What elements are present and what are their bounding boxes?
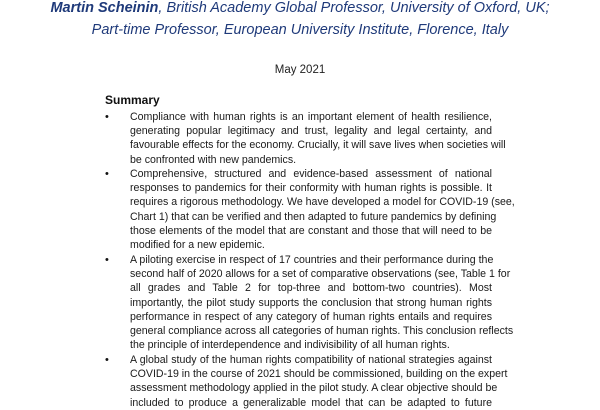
author-affiliation-line-2: Part-time Professor, European University Institute, Florence, Italy [91, 22, 509, 38]
text-line: COVID-19 in the course of 2021 should be commissioned, building on the expert [130, 368, 508, 381]
text-line: performance in respect of any category of human rights entails and requires [130, 310, 492, 323]
text-line: A global study of the human rights compatibility of national strategies against [130, 354, 492, 366]
summary-item-2 [130, 167, 515, 252]
summary-item-3 [130, 253, 514, 352]
text-line: responses to pandemics for their conformity with human rights is possible. It [130, 182, 492, 195]
text-line: be confronted with new pandemics. [130, 153, 297, 166]
text-line: A piloting exercise in respect of 17 countries and their performance during the [130, 254, 494, 266]
text-line: Comprehensive, structured and evidence-based assessment of national [130, 168, 492, 180]
bullet-marker: • [105, 111, 109, 123]
text-line: generating popular legitimacy and trust, legality and legal certainty, and [130, 125, 492, 138]
text-line: Chart 1) that can be verified and then adapted to future pandemics by defining [130, 210, 497, 223]
text-line: second half of 2020 allows for a set of comparative observations (see, Table 1 for [130, 268, 511, 281]
author-affiliation-line-1 [0, 0, 600, 16]
text-line: importantly, the pilot study supports the conclusion that strong human rights [130, 296, 492, 309]
author-affiliation-primary: , British Academy Global Professor, University of Oxford, UK; [158, 0, 550, 16]
bullet-marker: • [105, 254, 109, 266]
text-line: modified for a new epidemic. [130, 239, 265, 252]
text-line: those elements of the model that are constant and those that will need to be [130, 224, 492, 237]
text-line: favourable effects for the economy. Crucially, it will save lives when societies will [130, 139, 506, 152]
text-line: assessment methodology applied in the pilot study. A clear objective should be [130, 382, 498, 395]
text-line: the principle of interdependence and indivisibility of all human rights. [130, 339, 450, 352]
text-line: all grades and Table 2 for top-three and bottom-two countries). Most [130, 282, 492, 295]
text-line: Compliance with human rights is an important element of health resilience, [130, 111, 492, 123]
document-date: May 2021 [274, 64, 326, 76]
author-name: Martin Scheinin [50, 0, 159, 16]
text-line: requires a rigorous methodology. We have developed a model for COVID-19 (see, [130, 196, 515, 209]
section-title-summary: Summary [105, 93, 160, 107]
bullet-marker: • [105, 354, 109, 366]
bullet-marker: • [105, 168, 109, 180]
summary-item-1 [130, 110, 506, 167]
text-line: included to produce a generalizable model that can be adapted to future [130, 396, 492, 409]
text-line: general compliance across all categories of human rights. This conclusion reflects [130, 325, 514, 338]
summary-item-4 [130, 353, 508, 410]
